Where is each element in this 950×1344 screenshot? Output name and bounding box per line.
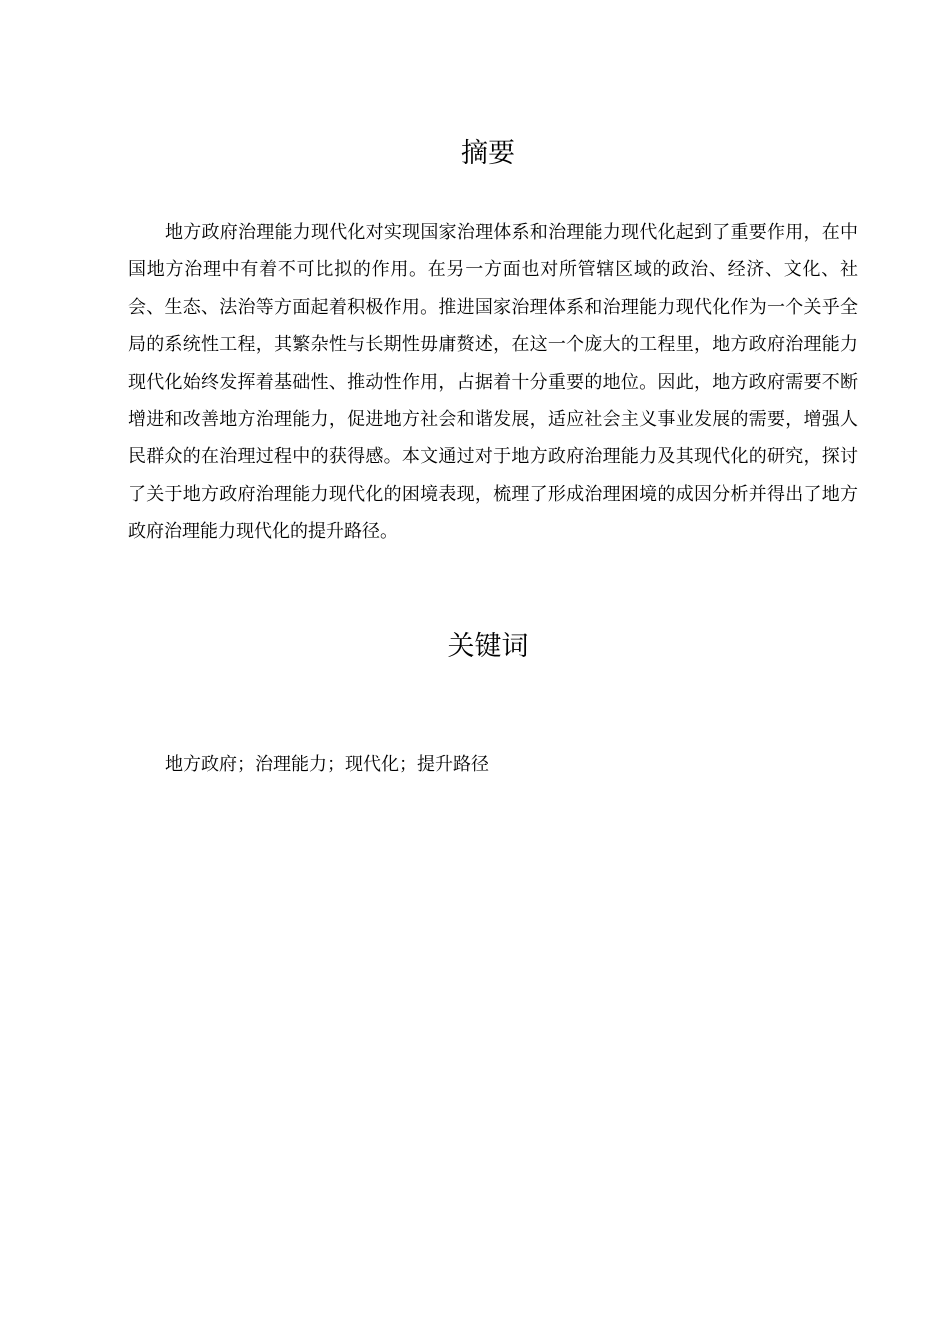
abstract-paragraph: 地方政府治理能力现代化对实现国家治理体系和治理能力现代化起到了重要作用，在中国地方治理中有着不可比拟的作用。在另一方面也对所管辖区域的政治、经济、文化、社会、生态、法治等方面起着积极作用。推进国家治理体系和治理能力现代化作为一个关乎全局的系统性工程，其繁杂性与长期性毋庸赘述，在这一个庞大的工程里，地方政府治理能力现代化始终发挥着基础性、推动性作用，占据着十分重要的地位。因此，地方政府需要不断增进和改善地方治理能力，促进地方社会和谐发展，适应社会主义事业发展的需要，增强人民群众的在治理过程中的获得感。本文通过对于地方政府治理能力及其现代化的研究，探讨了关于地方政府治理能力现代化的困境表现，梳理了形成治理困境的成因分析并得出了地方政府治理能力现代化的提升路径。	[128, 222, 858, 543]
abstract-heading: 摘要	[461, 138, 515, 169]
keywords-heading: 关键词	[447, 631, 529, 662]
keywords-list: 地方政府；治理能力；现代化；提升路径	[165, 754, 489, 775]
